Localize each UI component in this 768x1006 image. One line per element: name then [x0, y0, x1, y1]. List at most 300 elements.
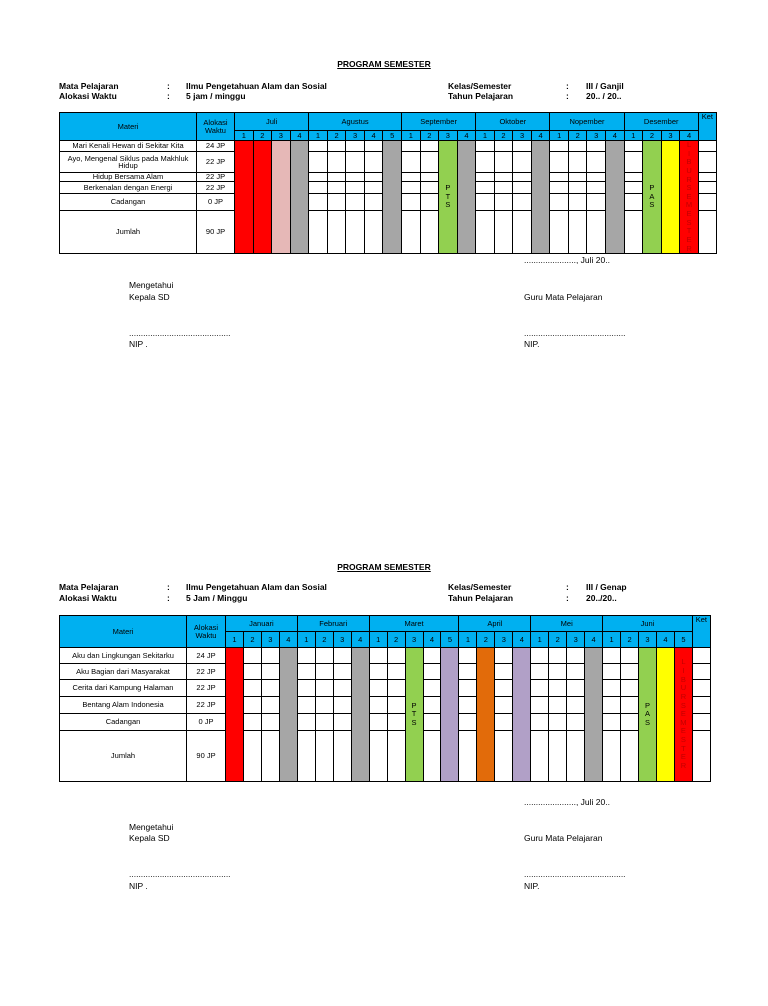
week-number: 1	[297, 632, 315, 648]
week-cell	[624, 172, 643, 182]
week-cell	[531, 648, 549, 664]
week-column-pas: P A S	[643, 141, 662, 254]
table-row	[60, 714, 711, 731]
week-cell	[476, 182, 495, 193]
ket-cell	[692, 648, 710, 664]
week-cell	[587, 152, 606, 172]
week-number: 1	[309, 131, 328, 141]
week-cell	[346, 172, 365, 182]
week-number: 4	[513, 632, 531, 648]
week-number: 1	[624, 131, 643, 141]
signature-line: ...........................................	[524, 328, 626, 338]
materi-cell: Cadangan	[60, 714, 187, 731]
week-cell	[494, 210, 513, 253]
week-cell	[346, 141, 365, 152]
week-cell	[621, 680, 639, 697]
alokasi-label: Alokasi Waktu	[59, 91, 117, 101]
week-number: 4	[290, 131, 309, 141]
week-cell	[327, 210, 346, 253]
week-cell	[476, 210, 495, 253]
week-number: 4	[457, 131, 476, 141]
week-cell	[531, 714, 549, 731]
week-cell	[550, 210, 569, 253]
week-number: 4	[364, 131, 383, 141]
week-cell	[621, 731, 639, 782]
alokasi-cell: 22 JP	[197, 152, 235, 172]
week-column-purple	[441, 648, 459, 782]
week-column-grey	[531, 141, 550, 254]
mapel-label: Mata Pelajaran	[59, 582, 119, 592]
week-cell	[309, 172, 328, 182]
week-cell	[364, 210, 383, 253]
week-cell	[567, 714, 585, 731]
semester-table	[59, 112, 717, 254]
signature-line: ...........................................	[129, 869, 231, 879]
colon: :	[167, 593, 170, 603]
week-column-pas: P A S	[639, 648, 657, 782]
week-cell	[550, 182, 569, 193]
week-cell	[309, 182, 328, 193]
signature-line: ...........................................	[129, 328, 231, 338]
header-materi: Materi	[60, 113, 197, 141]
week-cell	[364, 182, 383, 193]
week-cell	[261, 664, 279, 680]
week-column-grey	[606, 141, 625, 254]
week-cell	[402, 141, 421, 152]
week-cell	[420, 172, 439, 182]
month-header: Januari	[226, 616, 298, 632]
alokasi-cell: 0 JP	[197, 193, 235, 210]
week-cell	[261, 731, 279, 782]
week-number: 3	[346, 131, 365, 141]
week-number: 4	[531, 131, 550, 141]
week-cell	[567, 697, 585, 714]
week-cell	[495, 648, 513, 664]
date-line: ......................, Juli 20..	[524, 255, 610, 265]
week-cell	[261, 680, 279, 697]
nip-left: NIP .	[129, 339, 148, 349]
week-cell	[297, 697, 315, 714]
week-cell	[549, 697, 567, 714]
week-number: 4	[606, 131, 625, 141]
week-cell	[587, 172, 606, 182]
week-cell	[387, 680, 405, 697]
week-cell	[624, 193, 643, 210]
ket-cell	[698, 193, 716, 210]
kelas-value: III / Ganjil	[586, 81, 624, 91]
week-cell	[603, 664, 621, 680]
week-cell	[550, 172, 569, 182]
kelas-value: III / Genap	[586, 582, 627, 592]
week-cell	[567, 680, 585, 697]
week-cell	[364, 172, 383, 182]
week-cell	[420, 141, 439, 152]
week-cell	[369, 697, 387, 714]
week-number: 3	[639, 632, 657, 648]
week-cell	[603, 697, 621, 714]
ket-cell	[692, 697, 710, 714]
week-cell	[243, 664, 261, 680]
week-number: 1	[603, 632, 621, 648]
week-cell	[513, 141, 532, 152]
week-cell	[513, 172, 532, 182]
week-cell	[261, 714, 279, 731]
week-cell	[550, 141, 569, 152]
week-column-orange	[477, 648, 495, 782]
week-cell	[459, 697, 477, 714]
materi-cell: Ayo, Mengenal Siklus pada Makhluk Hidup	[60, 152, 197, 172]
month-header: April	[459, 616, 531, 632]
week-cell	[476, 141, 495, 152]
week-cell	[587, 182, 606, 193]
materi-cell: Aku dan Lingkungan Sekitarku	[60, 648, 187, 664]
week-cell	[364, 152, 383, 172]
week-cell	[309, 152, 328, 172]
week-cell	[364, 141, 383, 152]
week-cell	[387, 697, 405, 714]
alokasi-value: 5 Jam / Minggu	[186, 593, 248, 603]
week-cell	[309, 141, 328, 152]
colon: :	[566, 81, 569, 91]
week-cell	[369, 664, 387, 680]
week-number: 1	[235, 131, 254, 141]
week-column-libursemester: L I B U R S E M E S T E R	[680, 141, 699, 254]
week-cell	[387, 664, 405, 680]
kepala-label: Kepala SD	[129, 833, 170, 843]
week-cell	[297, 648, 315, 664]
week-column-purple	[513, 648, 531, 782]
page-title: PROGRAM SEMESTER	[337, 562, 431, 572]
kepala-label: Kepala SD	[129, 292, 170, 302]
week-cell	[587, 141, 606, 152]
month-header: Februari	[297, 616, 369, 632]
week-cell	[495, 697, 513, 714]
ket-cell	[692, 680, 710, 697]
week-cell	[624, 141, 643, 152]
week-cell	[567, 664, 585, 680]
colon: :	[566, 582, 569, 592]
week-cell	[333, 714, 351, 731]
week-column-yellow	[656, 648, 674, 782]
month-header: Juni	[603, 616, 693, 632]
week-cell	[297, 714, 315, 731]
week-number: 2	[420, 131, 439, 141]
week-cell	[494, 172, 513, 182]
week-number: 3	[495, 632, 513, 648]
kelas-label: Kelas/Semester	[448, 81, 512, 91]
mengetahui-label: Mengetahui	[129, 822, 174, 832]
week-number: 4	[279, 632, 297, 648]
week-column-pts: P T S	[405, 648, 423, 782]
month-header: September	[402, 113, 476, 131]
tahun-value: 20.. / 20..	[586, 91, 622, 101]
week-cell	[402, 172, 421, 182]
month-header: Desember	[624, 113, 698, 131]
materi-cell: Cerita dari Kampung Halaman	[60, 680, 187, 697]
week-column-yellow	[661, 141, 680, 254]
week-cell	[624, 152, 643, 172]
week-cell	[297, 664, 315, 680]
week-cell	[387, 648, 405, 664]
week-number: 3	[261, 632, 279, 648]
week-cell	[315, 714, 333, 731]
week-column-libursemester: L I B U R S E M E S T E R	[674, 648, 692, 782]
page-title: PROGRAM SEMESTER	[337, 59, 431, 69]
week-column-red	[253, 141, 272, 254]
week-cell	[423, 714, 441, 731]
guru-label: Guru Mata Pelajaran	[524, 833, 603, 843]
week-cell	[568, 172, 587, 182]
week-cell	[333, 731, 351, 782]
week-cell	[423, 648, 441, 664]
week-number: 4	[351, 632, 369, 648]
week-cell	[459, 664, 477, 680]
week-cell	[297, 680, 315, 697]
week-cell	[402, 193, 421, 210]
week-cell	[531, 664, 549, 680]
table-row	[60, 731, 711, 782]
week-number: 4	[585, 632, 603, 648]
week-cell	[568, 152, 587, 172]
week-cell	[495, 664, 513, 680]
week-cell	[402, 152, 421, 172]
materi-cell: Jumlah	[60, 731, 187, 782]
week-cell	[261, 697, 279, 714]
week-cell	[369, 648, 387, 664]
week-cell	[476, 172, 495, 182]
header-alokasi: Alokasi Waktu	[197, 113, 235, 141]
week-cell	[423, 697, 441, 714]
header-materi: Materi	[60, 616, 187, 648]
materi-cell: Aku Bagian dari Masyarakat	[60, 664, 187, 680]
week-number: 5	[441, 632, 459, 648]
materi-cell: Mari Kenali Hewan di Sekitar Kita	[60, 141, 197, 152]
week-cell	[420, 210, 439, 253]
week-cell	[549, 731, 567, 782]
week-cell	[423, 664, 441, 680]
week-cell	[621, 697, 639, 714]
week-cell	[315, 680, 333, 697]
ket-cell	[698, 172, 716, 182]
week-cell	[346, 152, 365, 172]
week-cell	[603, 714, 621, 731]
week-cell	[567, 648, 585, 664]
week-column-pts: P T S	[439, 141, 458, 254]
table-row	[60, 141, 717, 152]
week-cell	[550, 152, 569, 172]
week-number: 2	[494, 131, 513, 141]
week-column-pink	[272, 141, 291, 254]
colon: :	[167, 582, 170, 592]
week-cell	[603, 731, 621, 782]
week-cell	[550, 193, 569, 210]
nip-left: NIP .	[129, 881, 148, 891]
week-cell	[369, 731, 387, 782]
week-number: 5	[674, 632, 692, 648]
week-cell	[494, 193, 513, 210]
tahun-label: Tahun Pelajaran	[448, 593, 514, 603]
header-ket: Ket	[692, 616, 710, 648]
week-cell	[333, 680, 351, 697]
week-cell	[327, 152, 346, 172]
week-cell	[459, 648, 477, 664]
week-number: 2	[643, 131, 662, 141]
week-cell	[476, 193, 495, 210]
week-cell	[420, 193, 439, 210]
month-header: Agustus	[309, 113, 402, 131]
week-cell	[549, 680, 567, 697]
table-row	[60, 680, 711, 697]
week-cell	[420, 152, 439, 172]
week-number: 3	[567, 632, 585, 648]
week-cell	[333, 697, 351, 714]
week-cell	[494, 141, 513, 152]
week-number: 1	[476, 131, 495, 141]
week-number: 3	[587, 131, 606, 141]
week-number: 3	[333, 632, 351, 648]
month-header: Oktober	[476, 113, 550, 131]
week-cell	[459, 731, 477, 782]
week-column-red	[226, 648, 244, 782]
week-number: 2	[253, 131, 272, 141]
week-cell	[423, 680, 441, 697]
week-number: 2	[549, 632, 567, 648]
colon: :	[167, 81, 170, 91]
alokasi-cell: 90 JP	[187, 731, 226, 782]
week-cell	[261, 648, 279, 664]
month-header: Nopember	[550, 113, 624, 131]
week-number: 2	[387, 632, 405, 648]
week-number: 2	[243, 632, 261, 648]
week-number: 1	[369, 632, 387, 648]
week-column-grey	[351, 648, 369, 782]
week-cell	[513, 152, 532, 172]
week-cell	[549, 664, 567, 680]
colon: :	[167, 91, 170, 101]
week-cell	[420, 182, 439, 193]
week-cell	[621, 648, 639, 664]
alokasi-cell: 22 JP	[187, 697, 226, 714]
week-cell	[333, 648, 351, 664]
week-cell	[549, 648, 567, 664]
ket-cell	[698, 182, 716, 193]
week-number: 1	[459, 632, 477, 648]
week-column-grey	[585, 648, 603, 782]
week-cell	[346, 182, 365, 193]
week-number: 3	[661, 131, 680, 141]
nip-right: NIP.	[524, 881, 540, 891]
week-cell	[568, 141, 587, 152]
week-cell	[495, 714, 513, 731]
week-cell	[346, 193, 365, 210]
ket-cell	[698, 152, 716, 172]
week-cell	[567, 731, 585, 782]
week-cell	[369, 680, 387, 697]
materi-cell: Berkenalan dengan Energi	[60, 182, 197, 193]
week-cell	[495, 731, 513, 782]
ket-cell	[692, 731, 710, 782]
alokasi-cell: 24 JP	[187, 648, 226, 664]
week-cell	[364, 193, 383, 210]
week-cell	[327, 182, 346, 193]
date-line: ......................, Juli 20..	[524, 797, 610, 807]
alokasi-cell: 0 JP	[187, 714, 226, 731]
week-cell	[297, 731, 315, 782]
week-cell	[621, 664, 639, 680]
tahun-label: Tahun Pelajaran	[448, 91, 514, 101]
alokasi-cell: 22 JP	[187, 680, 226, 697]
week-cell	[513, 210, 532, 253]
week-cell	[315, 697, 333, 714]
week-cell	[459, 714, 477, 731]
week-cell	[476, 152, 495, 172]
week-cell	[568, 210, 587, 253]
week-number: 1	[226, 632, 244, 648]
alokasi-cell: 22 JP	[197, 182, 235, 193]
kelas-label: Kelas/Semester	[448, 582, 512, 592]
alokasi-cell: 22 JP	[197, 172, 235, 182]
month-header: Maret	[369, 616, 459, 632]
week-number: 2	[477, 632, 495, 648]
week-cell	[402, 182, 421, 193]
week-number: 2	[568, 131, 587, 141]
week-number: 1	[531, 632, 549, 648]
week-cell	[495, 680, 513, 697]
week-cell	[603, 648, 621, 664]
week-cell	[603, 680, 621, 697]
week-cell	[243, 680, 261, 697]
week-cell	[243, 697, 261, 714]
week-cell	[387, 731, 405, 782]
materi-cell: Hidup Bersama Alam	[60, 172, 197, 182]
week-cell	[315, 664, 333, 680]
week-cell	[568, 193, 587, 210]
week-cell	[624, 210, 643, 253]
week-number: 2	[315, 632, 333, 648]
mapel-label: Mata Pelajaran	[59, 81, 119, 91]
week-number: 3	[513, 131, 532, 141]
week-cell	[243, 731, 261, 782]
week-number: 1	[550, 131, 569, 141]
week-number: 3	[439, 131, 458, 141]
ket-cell	[698, 141, 716, 152]
ket-cell	[692, 714, 710, 731]
table-row	[60, 648, 711, 664]
week-number: 2	[621, 632, 639, 648]
tahun-value: 20../20..	[586, 593, 617, 603]
week-cell	[587, 193, 606, 210]
week-cell	[309, 210, 328, 253]
week-cell	[333, 664, 351, 680]
colon: :	[566, 91, 569, 101]
table-row	[60, 664, 711, 680]
alokasi-cell: 90 JP	[197, 210, 235, 253]
week-cell	[402, 210, 421, 253]
week-cell	[459, 680, 477, 697]
materi-cell: Jumlah	[60, 210, 197, 253]
week-cell	[549, 714, 567, 731]
header-alokasi: Alokasi Waktu	[187, 616, 226, 648]
week-column-grey	[290, 141, 309, 254]
week-column-grey	[383, 141, 402, 254]
week-cell	[531, 697, 549, 714]
week-cell	[315, 731, 333, 782]
week-number: 5	[383, 131, 402, 141]
mapel-value: Ilmu Pengetahuan Alam dan Sosial	[186, 582, 327, 592]
mengetahui-label: Mengetahui	[129, 280, 174, 290]
week-number: 4	[423, 632, 441, 648]
week-cell	[587, 210, 606, 253]
